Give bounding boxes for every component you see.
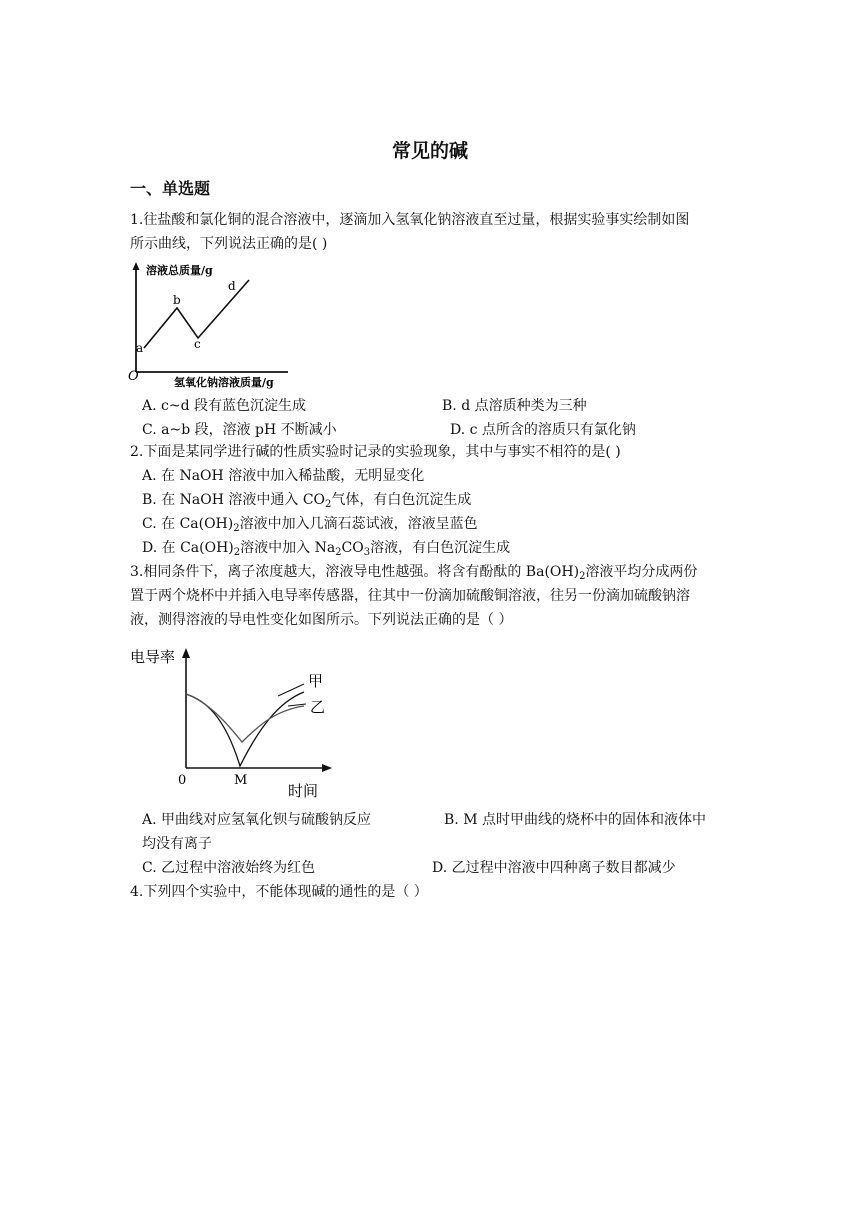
q3-option-c[interactable]: C. 乙过程中溶液始终为红色 [142, 860, 316, 876]
q1-point-b: b [173, 293, 181, 307]
q3-x-axis-arrow [322, 764, 332, 772]
q4-stem: 4.下列四个实验中，不能体现碱的通性的是（ ） [130, 884, 428, 900]
section-heading: 一、单选题 [130, 179, 211, 198]
q3-origin-label: 0 [178, 773, 187, 788]
q3-option-a[interactable]: A. 甲曲线对应氢氧化钡与硫酸钠反应 [142, 812, 372, 828]
q3-option-b[interactable]: B. M 点时甲曲线的烧杯中的固体和液体中 [444, 812, 706, 828]
q1-point-c: c [194, 337, 201, 351]
q1-point-d: d [228, 279, 236, 293]
q3-option-b-cont: 均没有离子 [142, 836, 212, 852]
q3-y-axis-label: 电导率 [130, 648, 176, 666]
q3-stem-line2: 置于两个烧杯中并插入电导率传感器，往其中一份滴加硫酸铜溶液，往另一份滴加硫酸钠溶 [130, 588, 690, 604]
q3-curve-yi [186, 694, 304, 742]
q3-y-axis-arrow [182, 648, 190, 658]
q2-option-c[interactable]: C. 在 $Ca(OH)_2$溶液中加入几滴石蕊试液，溶液呈蓝色 [142, 516, 478, 534]
q1-y-axis-label: 溶液总质量/g [146, 264, 213, 277]
q3-figure-chart [128, 640, 338, 802]
q1-y-axis-arrow [133, 262, 140, 270]
q2-option-d[interactable]: D. 在 $Ca(OH)_2$溶液中加入 $Na_2CO_3$溶液，有白色沉淀生成 [142, 540, 511, 558]
q2-option-b[interactable]: B. 在 NaOH 溶液中通入 $CO_2$气体，有白色沉淀生成 [142, 492, 472, 510]
q3-curve-label-jia: 甲 [308, 672, 324, 690]
q3-stem-line1: 3.相同条件下，离子浓度越大，溶液导电性越强。将含有酚酞的 $Ba(OH)_2$溶液平均分成两份 [130, 564, 698, 582]
q1-x-axis-label: 氢氧化钠溶液质量/g [174, 376, 274, 389]
q1-figure-chart [128, 260, 298, 392]
q3-x-axis-label: 时间 [288, 782, 319, 800]
q3-option-d[interactable]: D. 乙过程中溶液中四种离子数目都减少 [432, 860, 676, 876]
q1-option-d[interactable]: D. c 点所含的溶质只有氯化钠 [450, 422, 636, 438]
q1-option-c[interactable]: C. a~b 段，溶液 pH 不断减小 [142, 422, 337, 438]
page-title: 常见的碱 [391, 140, 468, 162]
q1-stem-line1: 1.往盐酸和氯化铜的混合溶液中，逐滴加入氢氧化钠溶液直至过量，根据实验事实绘制如图 [130, 212, 690, 228]
q1-stem-line2: 所示曲线，下列说法正确的是( ) [130, 236, 328, 252]
q1-option-b[interactable]: B. d 点溶质种类为三种 [442, 398, 587, 414]
q1-option-a[interactable]: A. c~d 段有蓝色沉淀生成 [142, 398, 306, 414]
q2-option-a[interactable]: A. 在 NaOH 溶液中加入稀盐酸，无明显变化 [142, 468, 425, 484]
q3-mark-m: M [234, 773, 248, 788]
q3-curve-label-yi: 乙 [310, 698, 326, 716]
q2-stem: 2.下面是某同学进行碱的性质实验时记录的实验现象，其中与事实不相符的是( ) [130, 444, 621, 460]
q1-origin-label: O [128, 369, 139, 384]
q1-point-a: a [136, 341, 144, 355]
q3-stem-line3: 液，测得溶液的导电性变化如图所示。下列说法正确的是（ ） [130, 612, 513, 628]
